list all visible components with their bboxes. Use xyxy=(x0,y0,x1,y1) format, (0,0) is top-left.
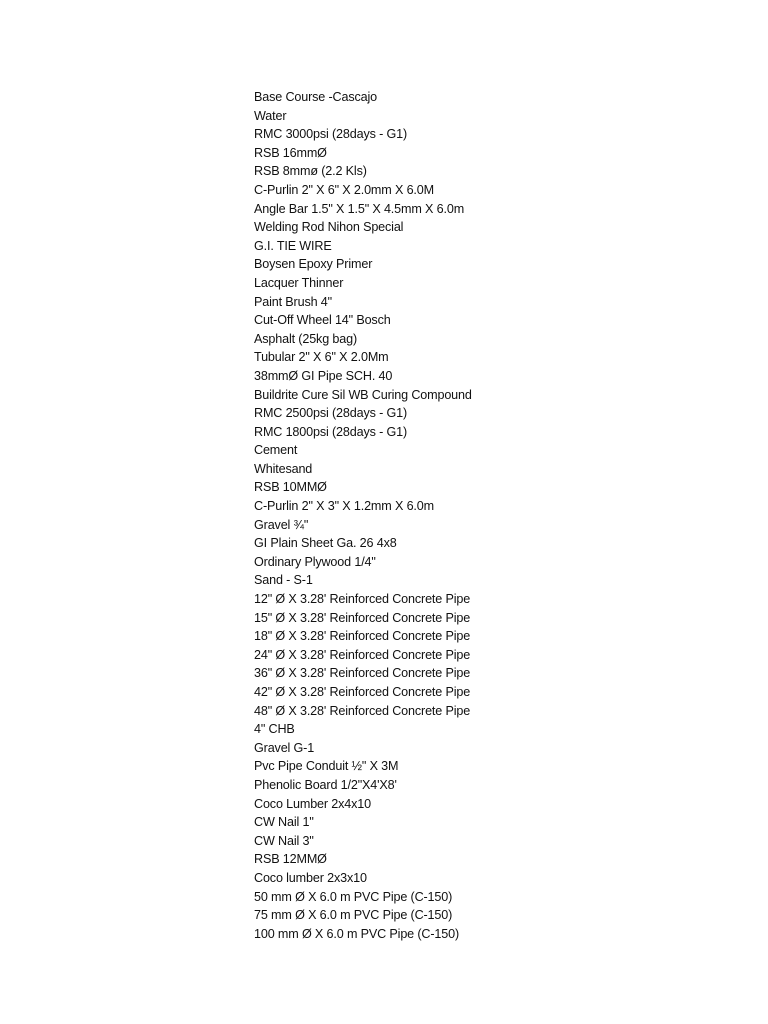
list-item: Whitesand xyxy=(254,461,313,476)
list-item: 50 mm Ø X 6.0 m PVC Pipe (C-150) xyxy=(254,889,453,904)
list-item: CW Nail 3" xyxy=(254,833,314,848)
list-item: RSB 8mmø (2.2 Kls) xyxy=(254,164,367,179)
list-item: RMC 2500psi (28days - G1) xyxy=(254,406,408,421)
list-item: G.I. TIE WIRE xyxy=(254,238,332,253)
list-item: 24" Ø X 3.28' Reinforced Concrete Pipe xyxy=(254,647,471,662)
list-item: Cut-Off Wheel 14" Bosch xyxy=(254,313,391,328)
list-item: Pvc Pipe Conduit ½" X 3M xyxy=(254,759,399,774)
list-item: Ordinary Plywood 1/4" xyxy=(254,554,376,569)
list-item: 15" Ø X 3.28' Reinforced Concrete Pipe xyxy=(254,610,471,625)
list-item: Gravel G-1 xyxy=(254,740,315,755)
list-item: Buildrite Cure Sil WB Curing Compound xyxy=(254,387,472,402)
list-item: 38mmØ GI Pipe SCH. 40 xyxy=(254,368,393,383)
list-item: RMC 3000psi (28days - G1) xyxy=(254,127,408,142)
list-item: Water xyxy=(254,108,287,123)
list-item: CW Nail 1" xyxy=(254,815,314,830)
list-item: RMC 1800psi (28days - G1) xyxy=(254,424,408,439)
list-item: C-Purlin 2" X 3" X 1.2mm X 6.0m xyxy=(254,499,434,514)
list-item: Angle Bar 1.5" X 1.5" X 4.5mm X 6.0m xyxy=(254,201,465,216)
list-item: 42" Ø X 3.28' Reinforced Concrete Pipe xyxy=(254,685,471,699)
list-item: 48" Ø X 3.28' Reinforced Concrete Pipe xyxy=(254,703,471,718)
list-item: Base Course -Cascajo xyxy=(254,90,377,104)
list-item: Boysen Epoxy Primer xyxy=(254,257,373,272)
list-item: Paint Brush 4" xyxy=(254,294,332,309)
list-item: 100 mm Ø X 6.0 m PVC Pipe (C-150) xyxy=(254,926,460,941)
materials-list xyxy=(254,88,472,943)
list-item: RSB 12MMØ xyxy=(254,852,327,867)
list-item: Lacquer Thinner xyxy=(254,275,344,290)
list-item: 75 mm Ø X 6.0 m PVC Pipe (C-150) xyxy=(254,908,453,923)
list-item: 4" CHB xyxy=(254,722,295,737)
list-item: C-Purlin 2" X 6" X 2.0mm X 6.0M xyxy=(254,182,434,197)
list-item: Gravel ¾" xyxy=(254,517,309,532)
list-item: 12" Ø X 3.28' Reinforced Concrete Pipe xyxy=(254,592,471,607)
list-item: 36" Ø X 3.28' Reinforced Concrete Pipe xyxy=(254,666,471,681)
list-item: Tubular 2" X 6" X 2.0Mm xyxy=(254,350,389,365)
list-item: Cement xyxy=(254,443,298,458)
list-item: GI Plain Sheet Ga. 26 4x8 xyxy=(254,536,397,551)
list-item: RSB 10MMØ xyxy=(254,480,327,495)
list-item: 18" Ø X 3.28' Reinforced Concrete Pipe xyxy=(254,629,471,644)
list-item: Coco lumber 2x3x10 xyxy=(254,870,367,885)
list-item: Welding Rod Nihon Special xyxy=(254,220,404,235)
list-item: Coco Lumber 2x4x10 xyxy=(254,796,372,811)
list-item: Phenolic Board 1/2"X4'X8' xyxy=(254,777,397,792)
list-item: Asphalt (25kg bag) xyxy=(254,331,358,346)
list-item: RSB 16mmØ xyxy=(254,145,327,160)
list-item: Sand - S-1 xyxy=(254,573,313,588)
